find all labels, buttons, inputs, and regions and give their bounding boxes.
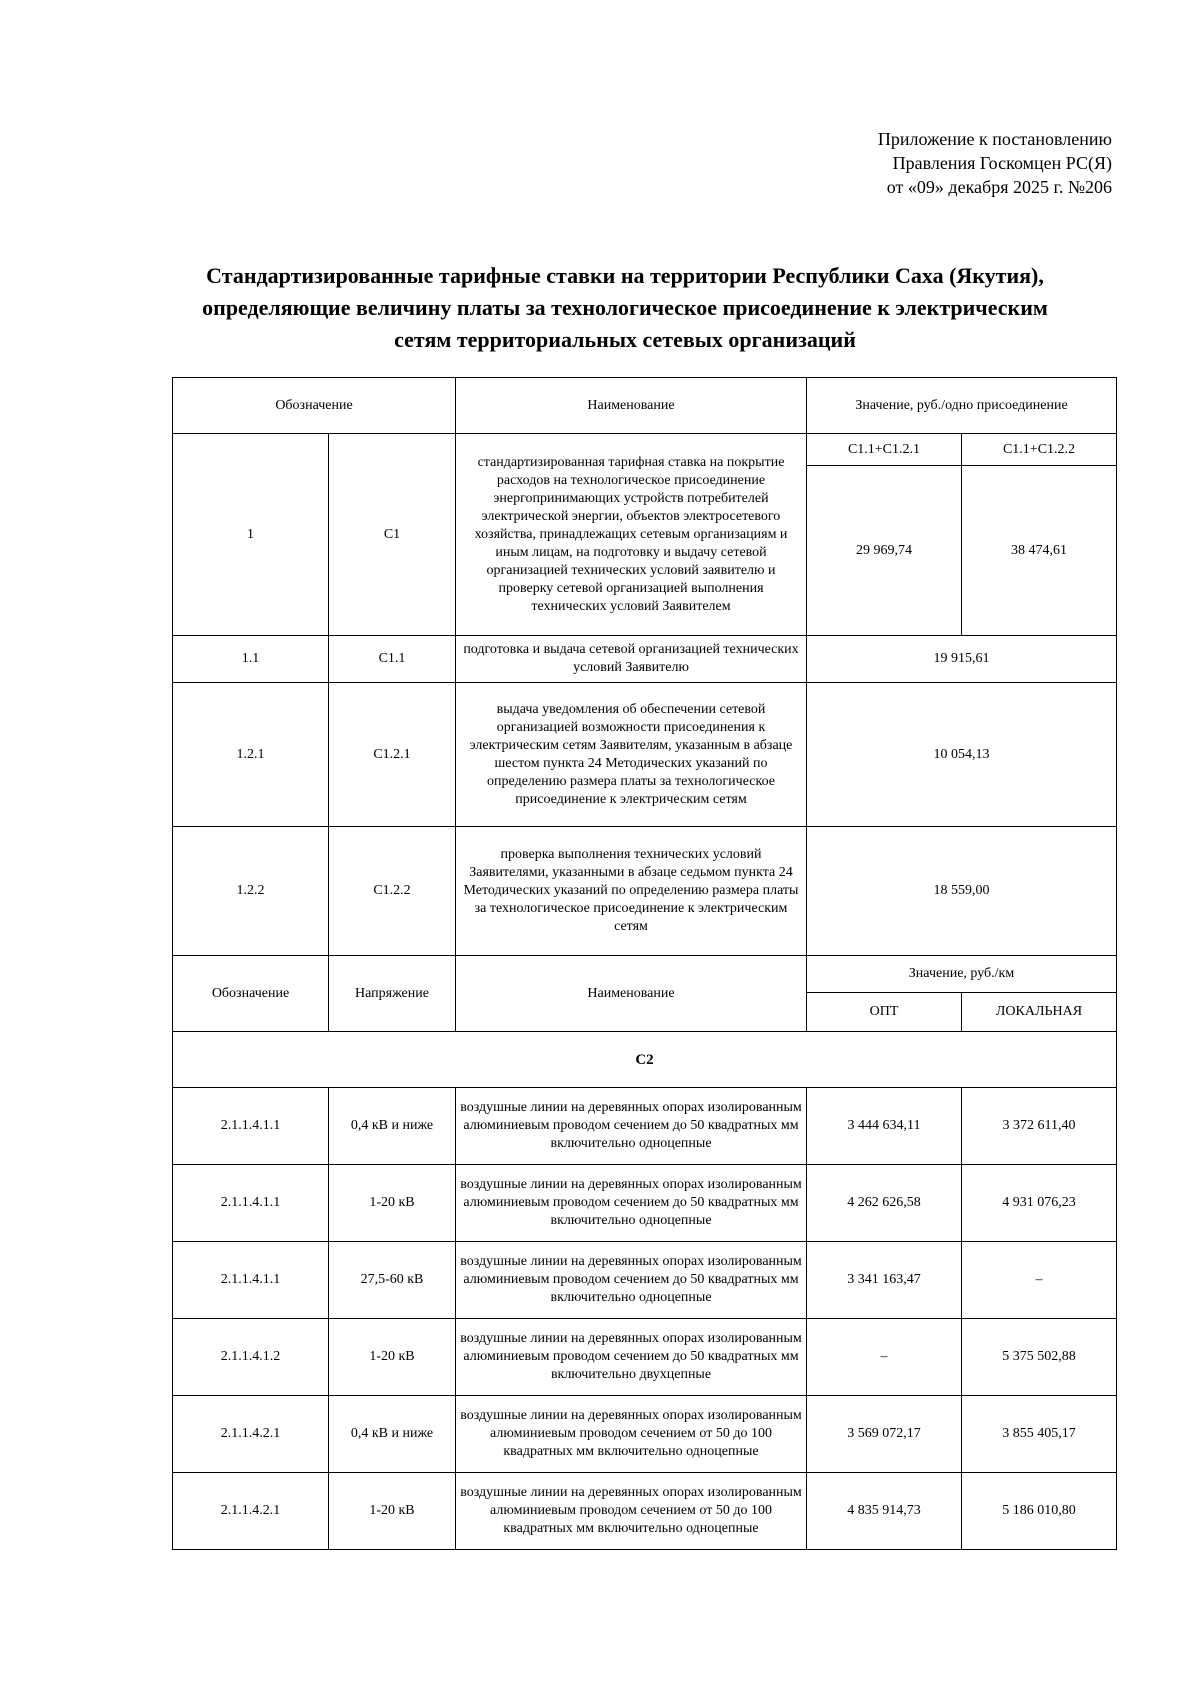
row-code: 2.1.1.4.1.1 bbox=[173, 1165, 329, 1242]
document-title bbox=[150, 260, 1100, 356]
row-value-opt: 3 569 072,17 bbox=[807, 1396, 962, 1473]
table-row bbox=[173, 1319, 1117, 1396]
table-row bbox=[173, 1165, 1117, 1242]
row-voltage: 0,4 кВ и ниже bbox=[329, 1396, 456, 1473]
table2-col-value: Значение, руб./км bbox=[807, 956, 1117, 993]
row-value-local: – bbox=[962, 1242, 1117, 1319]
row-voltage: 1-20 кВ bbox=[329, 1319, 456, 1396]
table2-col-name: Наименование bbox=[456, 956, 807, 1032]
row-name: воздушные линии на деревянных опорах изолированным алюминиевым проводом сечением до 50 квадратных мм включительно двухцепные bbox=[456, 1319, 807, 1396]
table1-col-name: Наименование bbox=[456, 378, 807, 434]
row-value-b: 38 474,61 bbox=[962, 466, 1117, 636]
row-value: 18 559,00 bbox=[807, 827, 1117, 956]
tariff-table bbox=[172, 377, 1117, 1550]
table2-header-row bbox=[173, 956, 1117, 993]
row-value-opt: 4 835 914,73 bbox=[807, 1473, 962, 1550]
row-code: 2.1.1.4.1.1 bbox=[173, 1242, 329, 1319]
table2-subcol-opt: ОПТ bbox=[807, 993, 962, 1032]
table2-col-voltage: Напряжение bbox=[329, 956, 456, 1032]
row-name: стандартизированная тарифная ставка на покрытие расходов на технологическое присоединение энергопринимающих устройств потребителей электрической энергии, объектов электросетевого хозяйства, принадлежащих сетевым организациям и иным лицам, на подготовку и выдачу сетевой организацией технических условий заявителю и проверку сетевой организацией выполнения технических условий Заявителем bbox=[456, 434, 807, 636]
title-line-1: Стандартизированные тарифные ставки на территории Республики Саха (Якутия), bbox=[206, 263, 1044, 288]
table-row bbox=[173, 636, 1117, 683]
row-value-local: 5 186 010,80 bbox=[962, 1473, 1117, 1550]
row-name: воздушные линии на деревянных опорах изолированным алюминиевым проводом сечением до 50 квадратных мм включительно одноцепные bbox=[456, 1165, 807, 1242]
row-code: C1.2.2 bbox=[329, 827, 456, 956]
row-value-local: 5 375 502,88 bbox=[962, 1319, 1117, 1396]
section-title: C2 bbox=[173, 1032, 1117, 1088]
row-code: C1 bbox=[329, 434, 456, 636]
table1-subcol-a: C1.1+C1.2.1 bbox=[807, 434, 962, 466]
table1-header-row bbox=[173, 378, 1117, 434]
table2-col-designation: Обозначение bbox=[173, 956, 329, 1032]
table-row bbox=[173, 1088, 1117, 1165]
row-code: 2.1.1.4.2.1 bbox=[173, 1396, 329, 1473]
row-name: воздушные линии на деревянных опорах изолированным алюминиевым проводом сечением от 50 до 100 квадратных мм включительно одноцепные bbox=[456, 1473, 807, 1550]
row-voltage: 1-20 кВ bbox=[329, 1165, 456, 1242]
row-name: воздушные линии на деревянных опорах изолированным алюминиевым проводом сечением до 50 квадратных мм включительно одноцепные bbox=[456, 1088, 807, 1165]
row-code: C1.2.1 bbox=[329, 683, 456, 827]
row-num: 1 bbox=[173, 434, 329, 636]
row-num: 1.2.2 bbox=[173, 827, 329, 956]
row-num: 1.2.1 bbox=[173, 683, 329, 827]
row-num: 1.1 bbox=[173, 636, 329, 683]
row-voltage: 0,4 кВ и ниже bbox=[329, 1088, 456, 1165]
table1-col-value: Значение, руб./одно присоединение bbox=[807, 378, 1117, 434]
row-value-a: 29 969,74 bbox=[807, 466, 962, 636]
table1-col-designation: Обозначение bbox=[173, 378, 456, 434]
title-line-3: сетям территориальных сетевых организаций bbox=[394, 327, 856, 352]
table1-subcol-b: C1.1+C1.2.2 bbox=[962, 434, 1117, 466]
row-value-opt: – bbox=[807, 1319, 962, 1396]
table2-subcol-local: ЛОКАЛЬНАЯ bbox=[962, 993, 1117, 1032]
header-line-2: Правления Госкомцен РС(Я) bbox=[892, 153, 1112, 173]
row-value: 10 054,13 bbox=[807, 683, 1117, 827]
table-row bbox=[173, 1473, 1117, 1550]
row-name: воздушные линии на деревянных опорах изолированным алюминиевым проводом сечением от 50 до 100 квадратных мм включительно одноцепные bbox=[456, 1396, 807, 1473]
row-value-opt: 3 444 634,11 bbox=[807, 1088, 962, 1165]
row-value-local: 3 372 611,40 bbox=[962, 1088, 1117, 1165]
title-line-2: определяющие величину платы за технологическое присоединение к электрическим bbox=[202, 295, 1048, 320]
table-row bbox=[173, 434, 1117, 466]
row-name: проверка выполнения технических условий Заявителями, указанными в абзаце седьмом пункта 24 Методических указаний по определению размера платы за технологическое присоединение к электрическим сетям bbox=[456, 827, 807, 956]
row-value-local: 3 855 405,17 bbox=[962, 1396, 1117, 1473]
table-row bbox=[173, 683, 1117, 827]
row-name: воздушные линии на деревянных опорах изолированным алюминиевым проводом сечением до 50 квадратных мм включительно одноцепные bbox=[456, 1242, 807, 1319]
table-row bbox=[173, 1396, 1117, 1473]
row-value-opt: 3 341 163,47 bbox=[807, 1242, 962, 1319]
row-code: C1.1 bbox=[329, 636, 456, 683]
header-line-1: Приложение к постановлению bbox=[877, 129, 1112, 149]
row-voltage: 1-20 кВ bbox=[329, 1473, 456, 1550]
section-row bbox=[173, 1032, 1117, 1088]
row-value-local: 4 931 076,23 bbox=[962, 1165, 1117, 1242]
row-code: 2.1.1.4.1.1 bbox=[173, 1088, 329, 1165]
row-code: 2.1.1.4.2.1 bbox=[173, 1473, 329, 1550]
row-value: 19 915,61 bbox=[807, 636, 1117, 683]
document-header bbox=[878, 127, 1112, 199]
header-line-3: от «09» декабря 2025 г. №206 bbox=[886, 177, 1112, 197]
row-voltage: 27,5-60 кВ bbox=[329, 1242, 456, 1319]
row-value-opt: 4 262 626,58 bbox=[807, 1165, 962, 1242]
table-row bbox=[173, 1242, 1117, 1319]
row-name: подготовка и выдача сетевой организацией технических условий Заявителю bbox=[456, 636, 807, 683]
row-code: 2.1.1.4.1.2 bbox=[173, 1319, 329, 1396]
row-name: выдача уведомления об обеспечении сетевой организацией возможности присоединения к электрическим сетям Заявителям, указанным в абзаце шестом пункта 24 Методических указаний по определению размера платы за технологическое присоединение к электрическим сетям bbox=[456, 683, 807, 827]
table-row bbox=[173, 827, 1117, 956]
